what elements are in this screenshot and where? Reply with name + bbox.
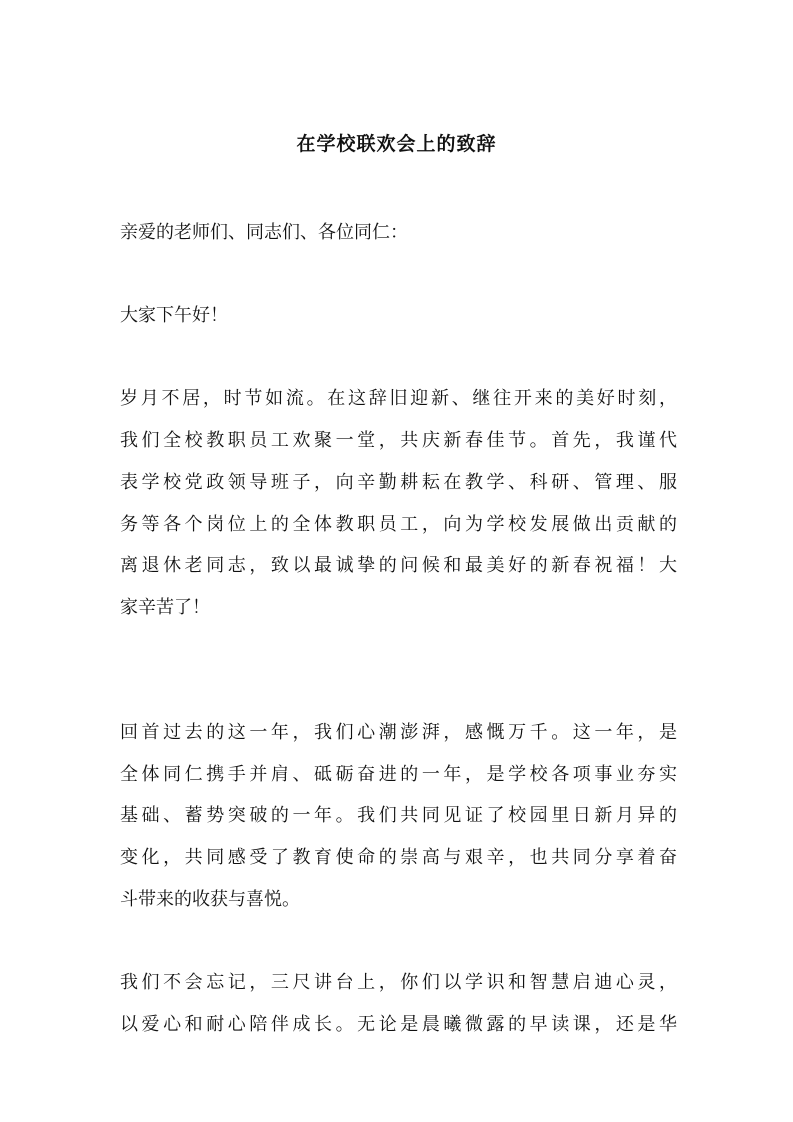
paragraph-line: 以爱心和耐心陪伴成长。无论是晨曦微露的早读课，还是华 xyxy=(120,1013,677,1035)
paragraph-line: 全体同仁携手并肩、砥砺奋进的一年，是学校各项事业夯实 xyxy=(120,763,677,785)
paragraph-2 xyxy=(120,712,677,921)
spacer xyxy=(0,670,793,712)
salutation-text: 大家下午好！ xyxy=(120,305,228,327)
paragraph-line: 回首过去的这一年，我们心潮澎湃，感慨万千。这一年，是 xyxy=(120,722,677,744)
paragraph-line: 表学校党政领导班子，向辛勤耕耘在教学、科研、管理、服 xyxy=(120,471,677,493)
paragraph-1 xyxy=(120,378,677,628)
paragraph-3 xyxy=(120,962,677,1045)
spacer xyxy=(0,629,793,671)
spacer xyxy=(0,337,793,379)
salutation xyxy=(120,295,677,337)
paragraph-line: 我们不会忘记，三尺讲台上，你们以学识和智慧启迪心灵， xyxy=(120,972,677,994)
paragraph-line: 基础、蓄势突破的一年。我们共同见证了校园里日新月异的 xyxy=(120,805,677,827)
greeting xyxy=(120,212,677,254)
paragraph-line: 务等各个岗位上的全体教职员工，向为学校发展做出贡献的 xyxy=(120,513,677,535)
greeting-text: 亲爱的老师们、同志们、各位同仁： xyxy=(120,221,408,243)
document-title: 在学校联欢会上的致辞 xyxy=(296,133,497,155)
paragraph-line: 我们全校教职员工欢聚一堂，共庆新春佳节。首先，我谨代 xyxy=(120,430,677,452)
paragraph-line: 岁月不居，时节如流。在这辞旧迎新、继往开来的美好时刻， xyxy=(120,388,677,410)
paragraph-line: 变化，共同感受了教育使命的崇高与艰辛，也共同分享着奋 xyxy=(120,847,677,869)
spacer xyxy=(0,253,793,295)
paragraph-line: 离退休老同志，致以最诚挚的问候和最美好的新春祝福！大 xyxy=(120,555,677,577)
paragraph-line: 家辛苦了！ xyxy=(120,597,210,618)
paragraph-line: 斗带来的收获与喜悦。 xyxy=(120,888,300,910)
spacer xyxy=(0,921,793,963)
